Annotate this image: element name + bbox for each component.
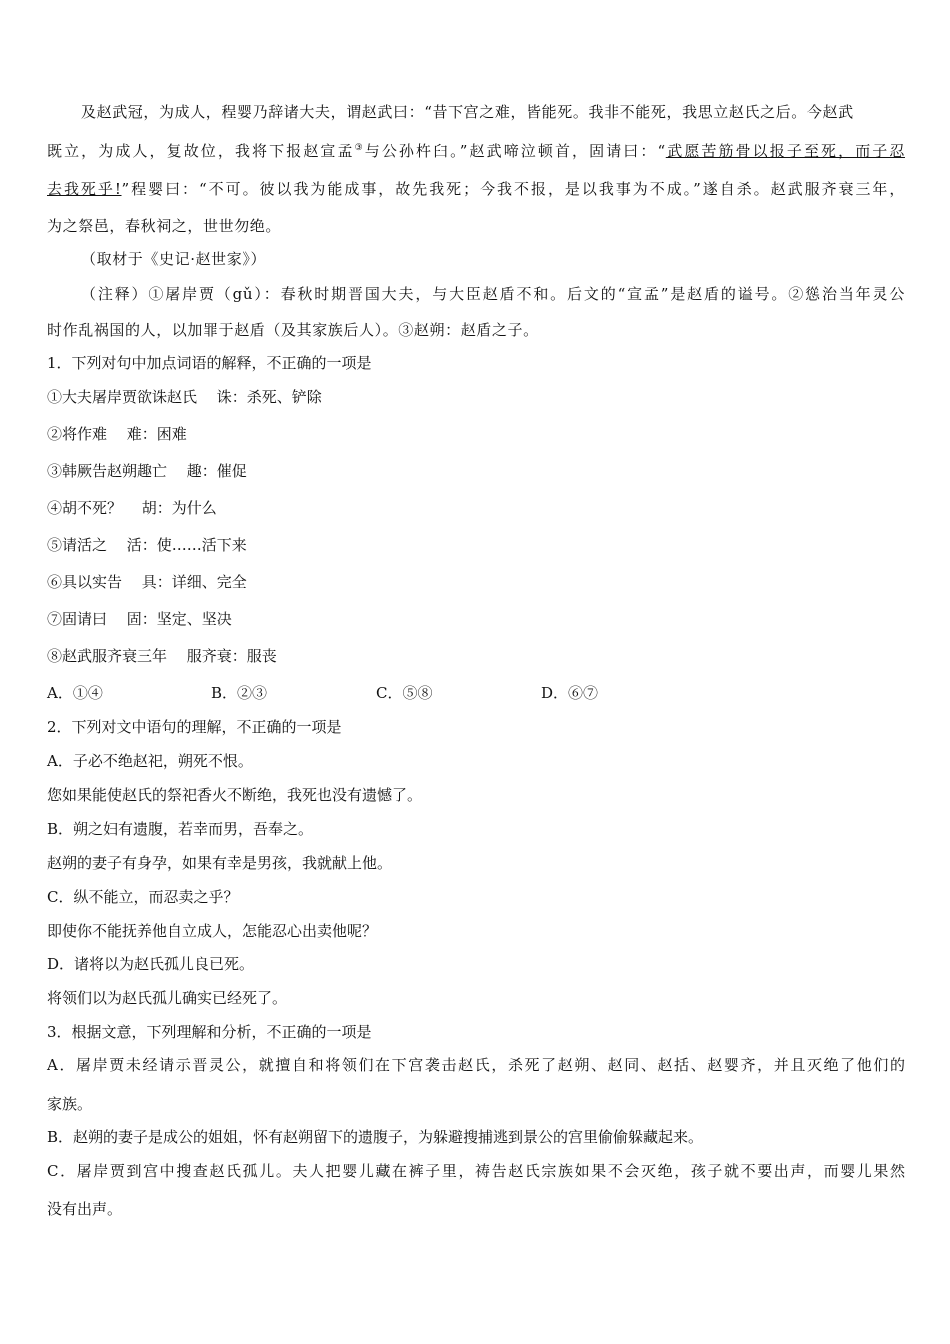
- passage-line-3-text: ”程婴曰：“不可。彼以我为能成事，故先我死；今我不报，是以我事为不成。”遂自杀。赵武服齐衰三年，: [121, 180, 906, 198]
- q1-item-1: ①大夫屠岸贾欲诛赵氏 诛：杀死、铲除: [47, 388, 322, 406]
- q3-option-a-cont: 家族。: [47, 1095, 93, 1113]
- passage-line-2: [47, 140, 905, 161]
- q1-item-8: ⑧赵武服齐衰三年 服齐衰：服丧: [47, 647, 277, 665]
- q1-item-4: ④胡不死？ 胡：为什么: [47, 499, 217, 517]
- footnote-ref-3: ③: [354, 143, 365, 153]
- q3-option-c[interactable]: C．屠岸贾到宫中搜查赵氏孤儿。夫人把婴儿藏在裤子里，祷告赵氏宗族如果不会灭绝，孩子就不要出声，而婴儿果然: [47, 1162, 905, 1180]
- q2-option-d-translation: 将领们以为赵氏孤儿确实已经死了。: [47, 989, 288, 1007]
- underlined-sentence-part-2: 去我死乎!: [47, 180, 122, 198]
- q2-option-b[interactable]: B．朔之妇有遗腹，若幸而男，吾奉之。: [47, 820, 314, 838]
- underlined-sentence-part-1: 武愿苦筋骨以报子至死，而子忍: [665, 142, 905, 160]
- q1-option-c[interactable]: C．⑤⑧: [376, 684, 433, 702]
- q2-option-a-translation: 您如果能使赵氏的祭祀香火不断绝，我死也没有遗憾了。: [47, 786, 423, 804]
- passage-source: （取材于《史记·赵世家》）: [81, 250, 267, 268]
- q3-option-b[interactable]: B．赵朔的妻子是成公的姐姐，怀有赵朔留下的遗腹子，为躲避搜捕逃到景公的宫里偷偷躲藏起来。: [47, 1128, 704, 1146]
- q1-item-5: ⑤请活之 活：使……活下来: [47, 536, 247, 554]
- q3-option-c-cont: 没有出声。: [47, 1200, 123, 1218]
- q1-item-3: ③韩厥告赵朔趣亡 趣：催促: [47, 462, 247, 480]
- q2-option-b-translation: 赵朔的妻子有身孕，如果有幸是男孩，我就献上他。: [47, 854, 393, 872]
- q1-item-6: ⑥具以实告 具：详细、完全: [47, 573, 247, 591]
- passage-line-3: [47, 178, 905, 199]
- q1-option-a[interactable]: A．①④: [47, 684, 103, 702]
- q3-stem: 3．根据文意，下列理解和分析，不正确的一项是: [47, 1023, 372, 1041]
- passage-line-2-text-a: 既立，为成人，复故位，我将下报赵宣孟: [47, 142, 355, 160]
- q1-item-7: ⑦固请曰 固：坚定、坚决: [47, 610, 232, 628]
- q2-stem: 2．下列对文中语句的理解，不正确的一项是: [47, 718, 342, 736]
- q3-option-a[interactable]: A．屠岸贾未经请示晋灵公，就擅自和将领们在下宫袭击赵氏，杀死了赵朔、赵同、赵括、赵婴齐，并且灭绝了他们的: [47, 1056, 905, 1074]
- q2-option-d[interactable]: D．诸将以为赵氏孤儿良已死。: [47, 955, 255, 973]
- q2-option-c[interactable]: C．纵不能立，而忍卖之乎？: [47, 888, 239, 906]
- q1-option-b[interactable]: B．②③: [211, 684, 268, 702]
- notes-line-1: （注释）①屠岸贾（gǔ）：春秋时期晋国大夫，与大臣赵盾不和。后文的“宣孟”是赵盾的谥号。②慫治当年灵公: [81, 285, 905, 303]
- passage-line-1: 及赵武冠，为成人，程婴乃辞诸大夫，谓赵武曰：“昔下宫之难，皆能死。我非不能死，我思立赵氏之后。今赵武: [81, 103, 854, 121]
- passage-line-2-text-b: 与公孙杵臼。”赵武啼泣顿首，固请曰：“: [364, 142, 666, 160]
- q2-option-c-translation: 即使你不能抚养他自立成人，怎能忍心出卖他呢？: [47, 922, 378, 940]
- q1-option-d[interactable]: D．⑥⑦: [541, 684, 599, 702]
- q1-stem: 1．下列对句中加点词语的解释，不正确的一项是: [47, 354, 372, 372]
- q2-option-a[interactable]: A．子必不绝赵祀，朔死不恨。: [47, 752, 253, 770]
- q1-item-2: ②将作难 难：困难: [47, 425, 187, 443]
- notes-line-2: 时作乱祸国的人，以加罪于赵盾（及其家族后人）。③赵朔：赵盾之子。: [47, 321, 539, 339]
- passage-line-4: 为之祭邑，春秋祠之，世世勿绝。: [47, 217, 282, 235]
